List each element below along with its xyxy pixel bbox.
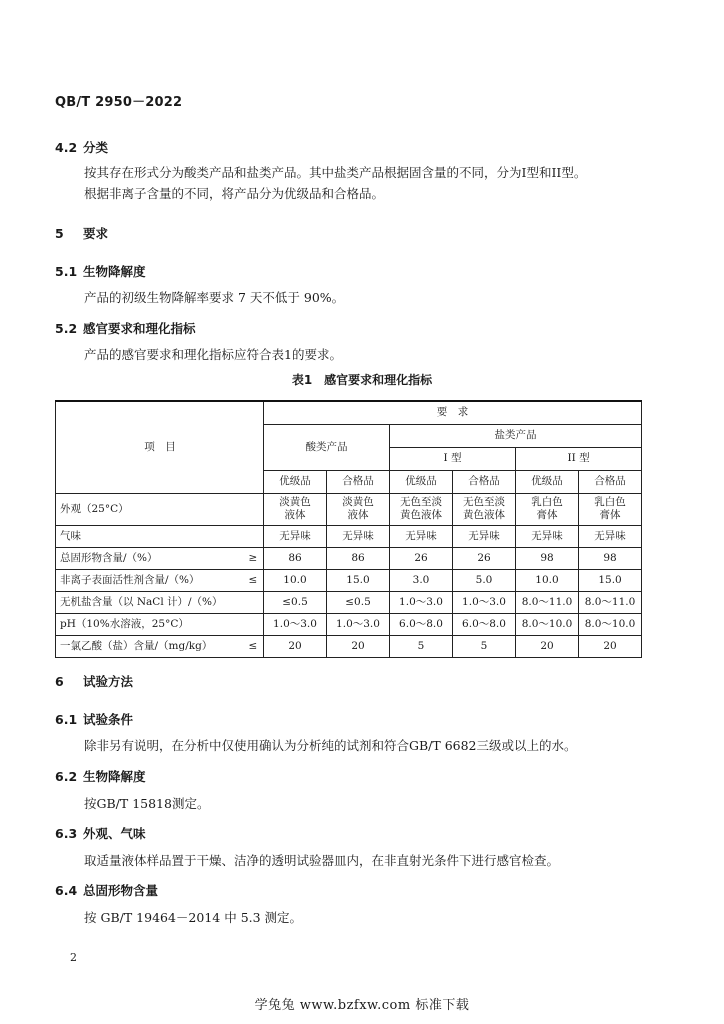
row-value-cell: 26 — [453, 547, 516, 569]
row-value-cell: 1.0～3.0 — [264, 613, 327, 635]
row-value-cell: 无色至淡 黄色液体 — [453, 493, 516, 525]
header-type-1: I 型 — [390, 447, 516, 470]
row-item-label: 非离子表面活性剂含量/（%） — [56, 569, 246, 591]
row-value-cell: 8.0～11.0 — [579, 591, 642, 613]
row-value-cell: 5 — [453, 635, 516, 657]
section-title: 生物降解度 — [83, 769, 146, 784]
paragraph: 产品的感官要求和理化指标应符合表1的要求。 — [84, 347, 342, 362]
row-item-label: 无机盐含量（以 NaCl 计）/（%） — [56, 591, 246, 613]
section-6-4-heading — [55, 881, 158, 899]
row-value-cell: 86 — [264, 547, 327, 569]
section-6-heading — [55, 672, 133, 690]
row-value-cell: 5 — [390, 635, 453, 657]
row-value-cell: 1.0～3.0 — [327, 613, 390, 635]
table-row — [56, 613, 642, 635]
section-number: 6.4 — [55, 883, 78, 898]
row-comparison-symbol — [246, 613, 264, 635]
paragraph: 根据非离子含量的不同，将产品分为优级品和合格品。 — [84, 186, 385, 201]
row-item-label: 外观（25°C） — [56, 493, 246, 525]
row-item-label: pH（10%水溶液，25°C） — [56, 613, 246, 635]
row-value-cell: 26 — [390, 547, 453, 569]
row-comparison-symbol — [246, 493, 264, 525]
header-salt-products: 盐类产品 — [390, 424, 642, 447]
paragraph: 产品的初级生物降解率要求 7 天不低于 90%。 — [84, 290, 345, 305]
row-value-cell: 20 — [264, 635, 327, 657]
row-value-cell: 15.0 — [579, 569, 642, 591]
spec-table — [55, 400, 642, 658]
section-title: 外观、气味 — [83, 826, 146, 841]
section-title: 试验条件 — [83, 712, 134, 727]
row-value-cell: ≤0.5 — [327, 591, 390, 613]
row-value-cell: 6.0～8.0 — [453, 613, 516, 635]
paragraph: 取适量液体样品置于干燥、洁净的透明试验器皿内，在非直射光条件下进行感官检查。 — [84, 853, 560, 868]
row-value-cell: 1.0～3.0 — [390, 591, 453, 613]
header-requirements: 要 求 — [264, 401, 642, 424]
section-5-2-heading — [55, 319, 196, 337]
paragraph: 除非另有说明，在分析中仅使用确认为分析纯的试剂和符合GB/T 6682三级或以上的水。 — [84, 738, 577, 753]
table-row — [56, 569, 642, 591]
section-number: 6.1 — [55, 712, 78, 727]
table-caption: 表1 感官要求和理化指标 — [291, 373, 433, 387]
row-value-cell: 6.0～8.0 — [390, 613, 453, 635]
section-title: 要求 — [83, 226, 109, 241]
grade-header: 优级品 — [264, 470, 327, 493]
row-value-cell: 淡黄色 液体 — [327, 493, 390, 525]
section-4-2-heading — [55, 138, 108, 156]
row-value-cell: 无异味 — [453, 525, 516, 547]
row-value-cell: 5.0 — [453, 569, 516, 591]
section-number: 6.3 — [55, 826, 78, 841]
grade-header: 优级品 — [516, 470, 579, 493]
section-number: 6.2 — [55, 769, 78, 784]
section-6-1-heading — [55, 710, 133, 728]
page-number: 2 — [70, 951, 77, 964]
row-value-cell: 98 — [579, 547, 642, 569]
row-comparison-symbol — [246, 525, 264, 547]
row-value-cell: 淡黄色 液体 — [264, 493, 327, 525]
row-value-cell: 98 — [516, 547, 579, 569]
table-row — [56, 525, 642, 547]
table-row — [56, 591, 642, 613]
row-value-cell: 乳白色 膏体 — [579, 493, 642, 525]
row-value-cell: 无异味 — [264, 525, 327, 547]
row-comparison-symbol: ≤ — [246, 569, 264, 591]
section-title: 生物降解度 — [83, 264, 146, 279]
section-number: 6 — [55, 674, 64, 689]
section-5-heading — [55, 224, 108, 242]
row-value-cell: 8.0～10.0 — [579, 613, 642, 635]
table-row — [56, 547, 642, 569]
row-value-cell: 20 — [516, 635, 579, 657]
row-value-cell: 无异味 — [516, 525, 579, 547]
header-acid-products: 酸类产品 — [264, 424, 390, 470]
row-value-cell: 8.0～11.0 — [516, 591, 579, 613]
grade-header: 优级品 — [390, 470, 453, 493]
section-title: 总固形物含量 — [83, 883, 159, 898]
footer-watermark: 学兔兔 www.bzfxw.com 标准下载 — [254, 998, 470, 1013]
section-title: 分类 — [83, 140, 109, 155]
section-title: 试验方法 — [83, 674, 134, 689]
table-row — [56, 493, 642, 525]
row-value-cell: 无色至淡 黄色液体 — [390, 493, 453, 525]
grade-header: 合格品 — [579, 470, 642, 493]
section-6-2-heading — [55, 767, 146, 785]
table-row — [56, 635, 642, 657]
section-number: 5.2 — [55, 321, 78, 336]
row-value-cell: 乳白色 膏体 — [516, 493, 579, 525]
section-5-1-heading — [55, 262, 146, 280]
section-number: 4.2 — [55, 140, 78, 155]
row-value-cell: 8.0～10.0 — [516, 613, 579, 635]
row-value-cell: ≤0.5 — [264, 591, 327, 613]
section-number: 5 — [55, 226, 64, 241]
grade-header: 合格品 — [327, 470, 390, 493]
paragraph: 按 GB/T 19464－2014 中 5.3 测定。 — [84, 910, 303, 925]
row-value-cell: 20 — [327, 635, 390, 657]
row-item-label: 气味 — [56, 525, 246, 547]
row-value-cell: 3.0 — [390, 569, 453, 591]
header-type-2: II 型 — [516, 447, 642, 470]
section-title: 感官要求和理化指标 — [83, 321, 196, 336]
paragraph: 按GB/T 15818测定。 — [84, 796, 210, 811]
row-value-cell: 无异味 — [390, 525, 453, 547]
section-number: 5.1 — [55, 264, 78, 279]
row-value-cell: 1.0～3.0 — [453, 591, 516, 613]
row-value-cell: 10.0 — [264, 569, 327, 591]
row-item-label: 一氯乙酸（盐）含量/（mg/kg） — [56, 635, 246, 657]
row-comparison-symbol: ≥ — [246, 547, 264, 569]
row-comparison-symbol — [246, 591, 264, 613]
header-item: 项 目 — [56, 401, 264, 493]
section-6-3-heading — [55, 824, 146, 842]
row-value-cell: 15.0 — [327, 569, 390, 591]
row-value-cell: 86 — [327, 547, 390, 569]
row-comparison-symbol: ≤ — [246, 635, 264, 657]
row-value-cell: 20 — [579, 635, 642, 657]
row-item-label: 总固形物含量/（%） — [56, 547, 246, 569]
row-value-cell: 无异味 — [579, 525, 642, 547]
row-value-cell: 无异味 — [327, 525, 390, 547]
row-value-cell: 10.0 — [516, 569, 579, 591]
document-code: QB/T 2950－2022 — [55, 95, 183, 110]
paragraph: 按其存在形式分为酸类产品和盐类产品。其中盐类产品根据固含量的不同，分为I型和II型。 — [84, 165, 587, 180]
grade-header: 合格品 — [453, 470, 516, 493]
